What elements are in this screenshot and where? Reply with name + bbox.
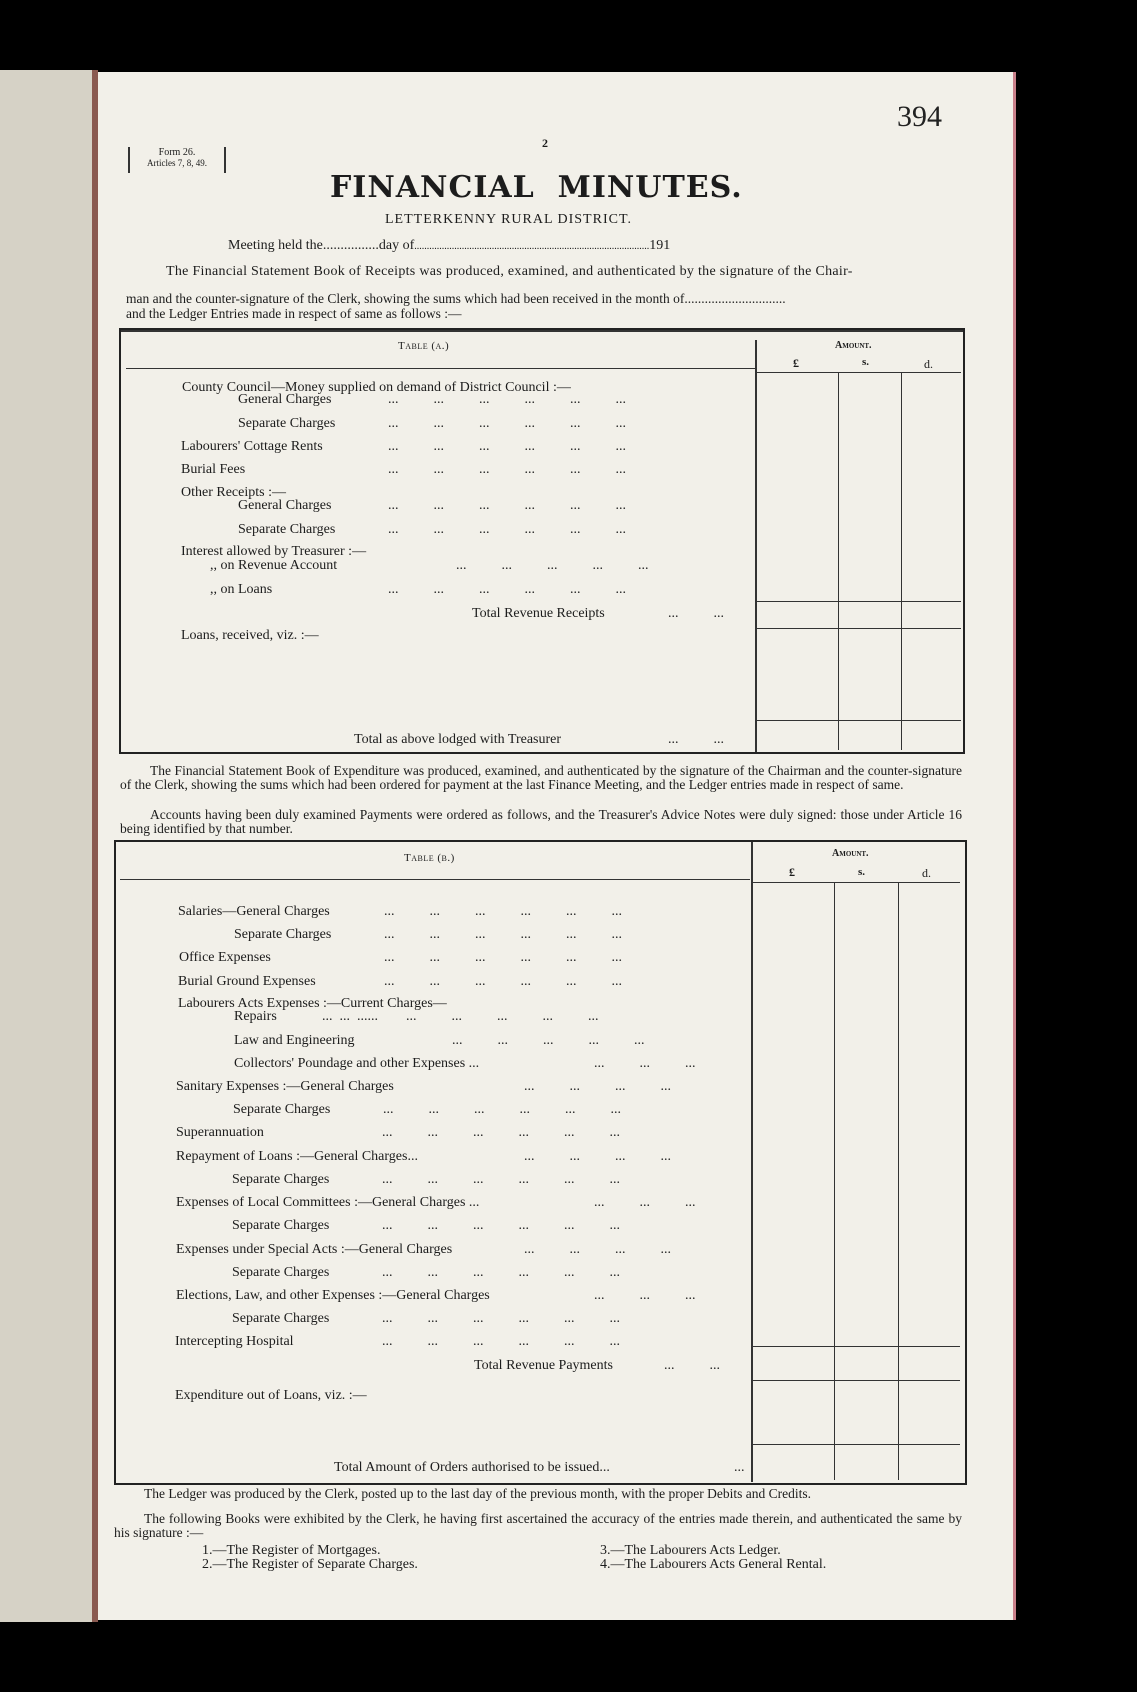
table-row: County Council—Money supplied on demand of District Council :— (182, 380, 571, 395)
table-row: Expenses under Special Acts :—General Charges ... ... ... ... (176, 1242, 671, 1257)
accounts-examined-paragraph: Accounts having been duly examined Payments were ordered as follows, and the Treasurer's Advice Notes were duly signed: those under Article 16 being identified by that number. (120, 807, 962, 836)
book-item-1: 1.—The Register of Mortgages. (202, 1543, 381, 1558)
table-row: Labourers' Cottage Rents ... ... ... ... ... ... (181, 439, 626, 454)
intro-paragraph-line1: The Financial Statement Book of Receipts was produced, examined, and authenticated by the signature of the Chair- (166, 264, 853, 279)
books-exhibited-paragraph: The following Books were exhibited by the Clerk, he having first ascertained the accuracy of the entries made therein, and authenticated the same by his signature :— (114, 1511, 962, 1540)
intro-paragraph-line2: man and the counter-signature of the Clerk, showing the sums which had been received in the month of.............................. (126, 291, 786, 306)
table-row: Separate Charges ... ... ... ... ... ... (232, 1172, 620, 1187)
table-row: Repayment of Loans :—General Charges... ... ... ... ... (176, 1149, 671, 1164)
table-row: General Charges ... ... ... ... ... ... (238, 392, 626, 407)
table-row: Intercepting Hospital ... ... ... ... ... ... (175, 1334, 620, 1349)
table-row: Labourers Acts Expenses :—Current Charges— (178, 996, 447, 1011)
form-reference-line1: Form 26. (158, 147, 196, 158)
meeting-line-lead: Meeting held the................day of (228, 238, 415, 253)
table-row: Collectors' Poundage and other Expenses ... ... ... ... (234, 1056, 696, 1071)
table-row: Elections, Law, and other Expenses :—General Charges ... ... ... (176, 1288, 696, 1303)
table-row: General Charges ... ... ... ... ... ... (238, 498, 626, 513)
table-row: Sanitary Expenses :—General Charges ... ... ... ... (176, 1079, 671, 1094)
table-b-header-rule (120, 879, 750, 880)
book-item-4: 4.—The Labourers Acts General Rental. (600, 1557, 827, 1572)
meeting-line-year: 191 (649, 238, 671, 253)
table-row: Burial Ground Expenses ... ... ... ... ... ... (178, 974, 622, 989)
book-item-2: 2.—The Register of Separate Charges. (202, 1557, 418, 1572)
table-row: Other Receipts :— (181, 485, 286, 500)
form-reference (128, 147, 226, 173)
table-a-pounds-header: £ (793, 356, 799, 370)
table-row: Separate Charges ... ... ... ... ... ... (234, 927, 622, 942)
table-a-header-rule (126, 368, 756, 369)
table-row: ,, on Loans ... ... ... ... ... ... (210, 582, 626, 597)
table-b-total-revenue-payments: Total Revenue Payments ... ... (474, 1358, 720, 1373)
table-row: Separate Charges ... ... ... ... ... ... (232, 1218, 620, 1233)
table-row: Office Expenses ... ... ... ... ... ... (179, 950, 622, 965)
book-item-3: 3.—The Labourers Acts Ledger. (600, 1543, 781, 1558)
table-row: Separate Charges ... ... ... ... ... ... (232, 1265, 620, 1280)
table-row: Separate Charges ... ... ... ... ... ... (238, 416, 626, 431)
table-b-shillings-header: s. (858, 866, 866, 878)
table-b-total-orders: Total Amount of Orders authorised to be issued... ... (334, 1460, 745, 1475)
table-b-pounds-header: £ (789, 865, 795, 879)
meeting-line (228, 238, 670, 254)
form-reference-line2: Articles 7, 8, 49. (147, 158, 207, 168)
table-b-pence-header: d. (922, 866, 931, 880)
table-a-shillings-header: s. (862, 356, 870, 368)
table-b-amount-header: Amount. (832, 848, 869, 859)
table-row: Superannuation ... ... ... ... ... ... (176, 1125, 620, 1140)
table-a-amount-header: Amount. (835, 340, 872, 351)
intro-paragraph-line3: and the Ledger Entries made in respect of same as follows :— (126, 306, 462, 321)
table-row: Expenditure out of Loans, viz. :— (175, 1388, 367, 1403)
folio-number: 2 (542, 136, 548, 150)
table-a-total-revenue-receipts: Total Revenue Receipts ... ... (472, 606, 724, 621)
table-row: Interest allowed by Treasurer :— (181, 544, 367, 559)
table-a-pence-header: d. (924, 357, 933, 371)
document-title: FINANCIAL MINUTES. (330, 170, 743, 205)
table-b-caption: Table (b.) (404, 852, 455, 864)
meeting-line-dots: .............................................................................................. (414, 241, 650, 252)
page-number: 394 (897, 100, 942, 133)
table-row: Repairs ... ... ...... ... ... ... ... ... (234, 1009, 599, 1024)
table-a-caption: Table (a.) (398, 340, 450, 352)
expenditure-statement-paragraph: The Financial Statement Book of Expenditure was produced, examined, and authenticated by the signature of the Chairman and the counter-signature of the Clerk, showing the sums which had been ordered for payment at the last Finance Meeting, and the Ledger entries made in respect of same. (120, 763, 962, 792)
table-row: Separate Charges ... ... ... ... ... ... (232, 1311, 620, 1326)
table-row: Separate Charges ... ... ... ... ... ... (233, 1102, 621, 1117)
table-row: Loans, received, viz. :— (181, 628, 319, 643)
facing-page (0, 70, 98, 1622)
table-row: Burial Fees ... ... ... ... ... ... (181, 462, 626, 477)
table-row: Expenses of Local Committees :—General Charges ... ... ... ... (176, 1195, 696, 1210)
table-row: Law and Engineering ... ... ... ... ... (234, 1033, 645, 1048)
district-name: LETTERKENNY RURAL DISTRICT. (385, 212, 632, 227)
table-a-total-lodged: Total as above lodged with Treasurer ... ... (354, 732, 724, 747)
table-row: ,, on Revenue Account ... ... ... ... ... (210, 558, 649, 573)
table-row: Salaries—General Charges ... ... ... ... ... ... (178, 904, 622, 919)
ledger-produced-paragraph: The Ledger was produced by the Clerk, posted up to the last day of the previous month, with the proper Debits and Credits. (144, 1486, 811, 1501)
table-row: Separate Charges ... ... ... ... ... ... (238, 522, 626, 537)
